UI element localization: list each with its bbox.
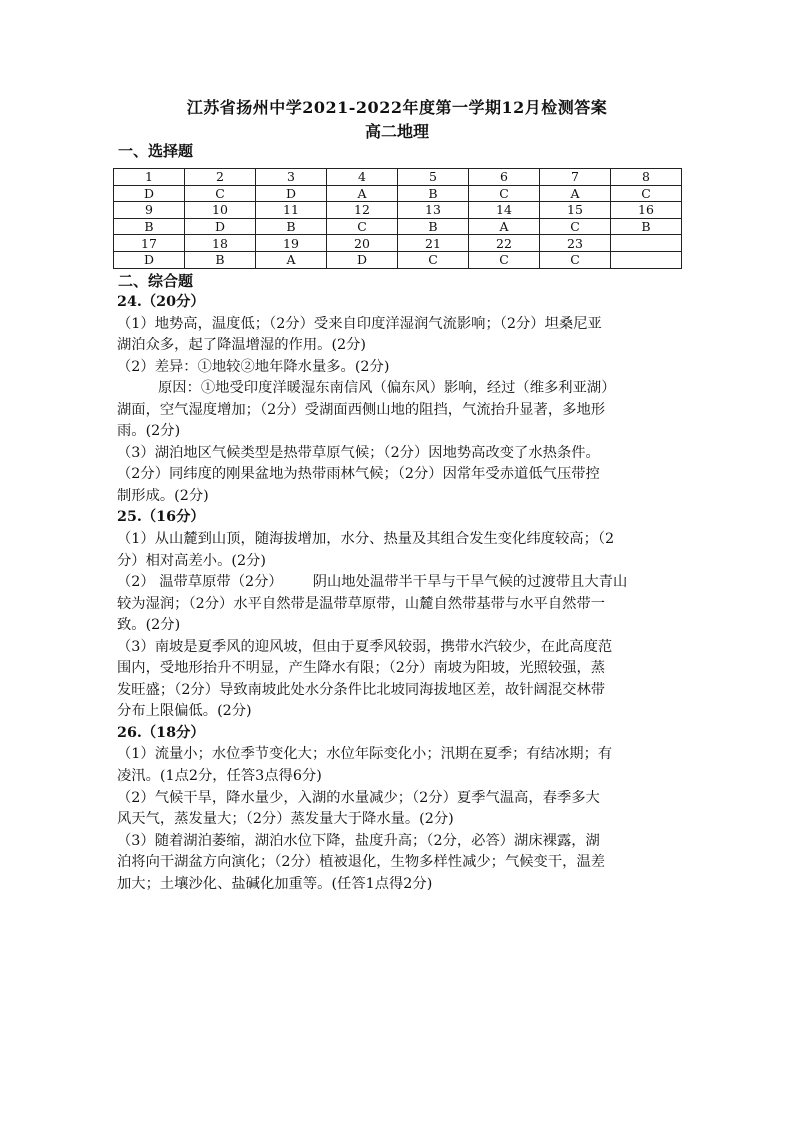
document-title: 江苏省扬州中学2021-2022年度第一学期12月检测答案 (186, 98, 608, 117)
answer-line: （1）地势高，温度低；（2分）受来自印度洋湿润气流影响；（2分）坦桑尼亚 (117, 315, 602, 332)
answer-cell: B (185, 251, 256, 268)
question-number-cell: 18 (185, 235, 256, 252)
answer-cell: D (256, 185, 327, 202)
answer-cell: B (256, 218, 327, 235)
answer-cell: B (398, 218, 469, 235)
answer-cell: D (185, 218, 256, 235)
answer-cell (611, 251, 682, 268)
answer-cell: A (256, 251, 327, 268)
answer-cell: B (114, 218, 185, 235)
question-number-cell: 21 (398, 235, 469, 252)
answer-line: （1）从山麓到山顶，随海拔增加，水分、热量及其组合发生变化纬度较高；（2 (117, 531, 615, 548)
answer-line: 凌汛。(1点2分，任答3点得6分) (117, 768, 322, 785)
question-number-cell: 2 (185, 169, 256, 186)
question-number-cell: 14 (469, 202, 540, 219)
answer-line: （1）流量小；水位季节变化大；水位年际变化小；汛期在夏季；有结冰期；有 (117, 746, 613, 763)
question-number-cell: 4 (327, 169, 398, 186)
question-number-row (114, 235, 682, 252)
answer-cell: D (114, 185, 185, 202)
question-number-cell: 15 (540, 202, 611, 219)
question-number-cell: 20 (327, 235, 398, 252)
answer-row (114, 218, 682, 235)
answer-line: 雨。(2分) (117, 423, 181, 440)
question-number-cell: 9 (114, 202, 185, 219)
answer-cell: A (540, 185, 611, 202)
answer-cell: C (540, 251, 611, 268)
answer-cell: A (469, 218, 540, 235)
answer-line: 加大；土壤沙化、盐碱化加重等。(任答1点得2分) (117, 875, 433, 892)
question-heading: 24.（20分） (117, 294, 205, 310)
answer-cell: C (611, 185, 682, 202)
answer-line: 分布上限偏低。(2分) (117, 703, 252, 720)
question-number-cell: 1 (114, 169, 185, 186)
question-heading: 25.（16分） (117, 509, 205, 526)
question-number-cell: 22 (469, 235, 540, 252)
answer-line: 发旺盛；（2分）导致南坡此处水分条件比北坡同海拔地区差，故针阔混交林带 (117, 681, 606, 698)
answer-line: 分）相对高差小。(2分) (117, 552, 266, 569)
answer-cell: B (611, 218, 682, 235)
answer-line: 较为湿润；（2分）水平自然带是温带草原带，山麓自然带基带与水平自然带一 (117, 595, 606, 612)
answer-line-part: （2） 温带草原带（2分） (117, 574, 283, 591)
answer-line: 泊将向干湖盆方向演化；（2分）植被退化，生物多样性减少；气候变干，温差 (117, 854, 606, 871)
answer-line: （2）气候干旱，降水量少，入湖的水量减少；（2分）夏季气温高，春季多大 (117, 789, 600, 806)
question-number-cell: 13 (398, 202, 469, 219)
question-number-cell: 3 (256, 169, 327, 186)
answer-line: （3）随着湖泊萎缩，湖泊水位下降，盐度升高；（2分，必答）湖床裸露，湖 (117, 832, 600, 849)
answer-line: 风天气，蒸发量大；（2分）蒸发量大于降水量。(2分) (117, 811, 454, 828)
document-subtitle: 高二地理 (364, 122, 429, 141)
section-heading-comprehensive: 二、综合题 (118, 272, 194, 290)
answer-cell: D (114, 251, 185, 268)
question-number-cell: 16 (611, 202, 682, 219)
question-number-cell: 12 (327, 202, 398, 219)
answer-line: （3）南坡是夏季风的迎风坡，但由于夏季风较弱，携带水汽较少，在此高度范 (117, 638, 613, 655)
answer-cell: B (398, 185, 469, 202)
answer-line (117, 572, 683, 594)
answer-line-part: 阴山地处温带半干旱与干旱气候的过渡带且大青山 (312, 574, 628, 591)
answer-line: 制形成。(2分) (117, 487, 209, 504)
answer-cell: A (327, 185, 398, 202)
answer-line: 致。(2分) (117, 617, 181, 634)
question-number-cell: 8 (611, 169, 682, 186)
answer-line: （3）湖泊地区气候类型是热带草原气候；（2分）因地势高改变了水热条件。 (117, 444, 600, 461)
answer-line: （2）差异：①地较②地年降水量多。(2分) (117, 358, 390, 375)
question-number-cell: 11 (256, 202, 327, 219)
question-heading: 26.（18分） (117, 724, 205, 741)
answer-text-block (117, 292, 683, 895)
question-number-cell (611, 235, 682, 252)
answer-line: 围内，受地形抬升不明显，产生降水有限；（2分）南坡为阳坡，光照较强，蒸 (117, 660, 606, 677)
answer-cell: C (469, 251, 540, 268)
question-number-cell: 7 (540, 169, 611, 186)
answer-cell: C (469, 185, 540, 202)
section-heading-choice: 一、选择题 (118, 142, 194, 160)
question-number-cell: 23 (540, 235, 611, 252)
answer-line: 湖泊众多，起了降温增湿的作用。(2分) (117, 337, 366, 354)
answer-cell: C (398, 251, 469, 268)
question-number-cell: 17 (114, 235, 185, 252)
answer-line: （2分）同纬度的刚果盆地为热带雨林气候；（2分）因常年受赤道低气压带控 (117, 466, 600, 483)
answer-row (114, 185, 682, 202)
question-number-row (114, 169, 682, 186)
question-number-cell: 10 (185, 202, 256, 219)
answer-cell: C (185, 185, 256, 202)
question-number-cell: 19 (256, 235, 327, 252)
question-number-cell: 5 (398, 169, 469, 186)
answer-cell: D (327, 251, 398, 268)
answer-line: 原因：①地受印度洋暖湿东南信风（偏东风）影响，经过（维多利亚湖） (158, 380, 616, 397)
answer-table (113, 168, 682, 269)
answer-line: 湖面，空气湿度增加；（2分）受湖面西侧山地的阻挡，气流抬升显著，多地形 (117, 401, 606, 418)
question-number-row (114, 202, 682, 219)
answer-row (114, 251, 682, 268)
answer-cell: C (540, 218, 611, 235)
answer-cell: C (327, 218, 398, 235)
question-number-cell: 6 (469, 169, 540, 186)
